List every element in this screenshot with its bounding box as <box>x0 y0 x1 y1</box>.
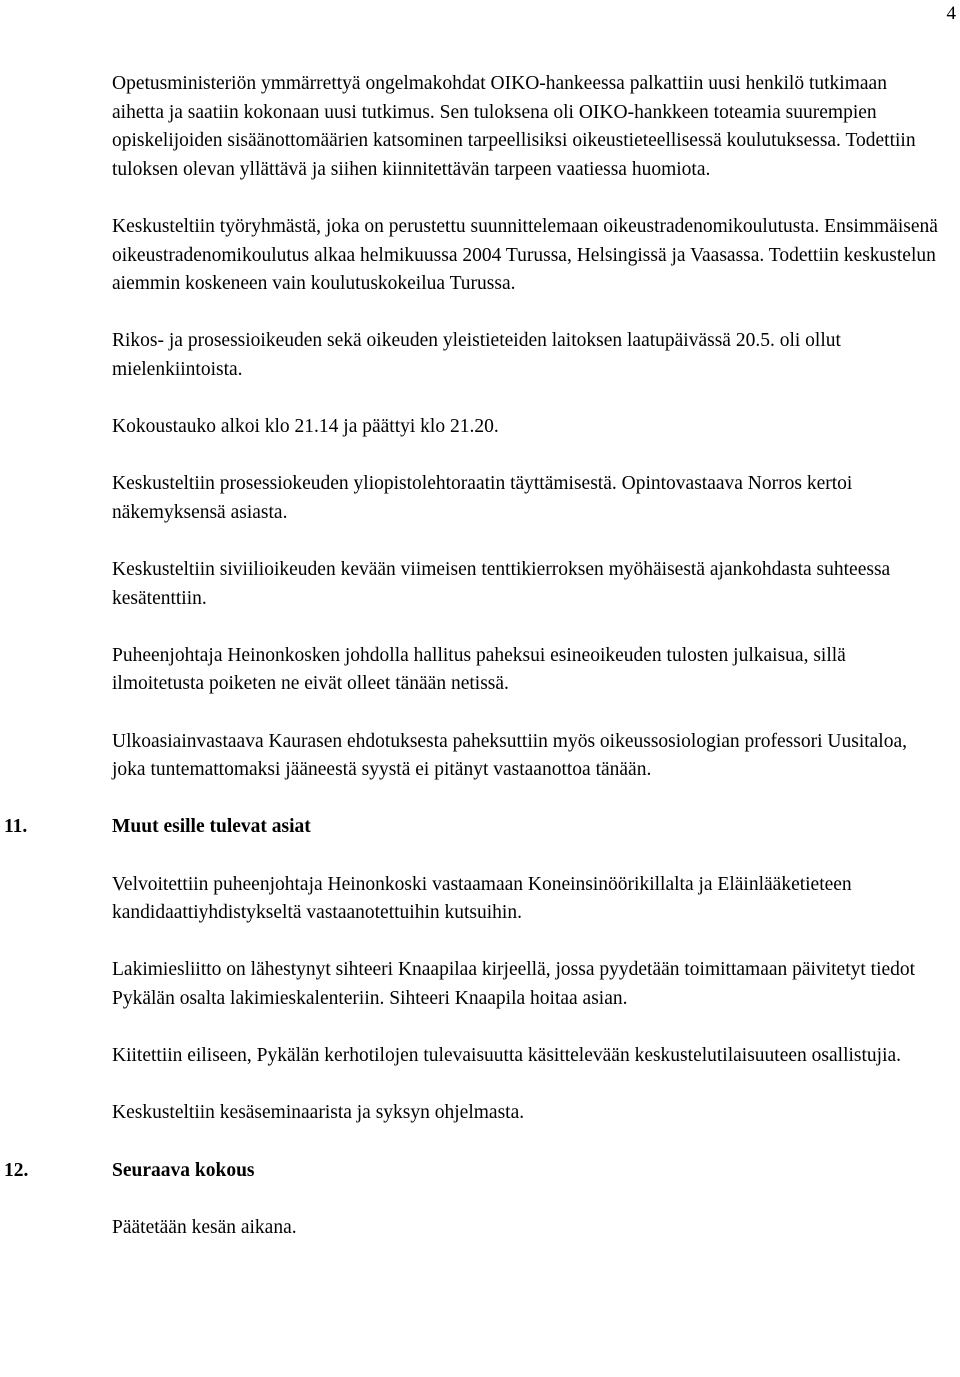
paragraph: Keskusteltiin työryhmästä, joka on perustettu suunnittelemaan oikeustradenomikoulutusta. Ensimmäisenä oikeustradenomikoulutus alkaa helmikuussa 2004 Turussa, Helsingissä ja Vaasassa. Todettiin keskustelun aiemmin koskeneen vain koulutuskokeilua Turussa. <box>112 215 938 295</box>
paragraph: Puheenjohtaja Heinonkosken johdolla hallitus paheksui esineoikeuden tulosten julkaisua, sillä ilmoitetusta poiketen ne eivät olleet tänään netissä. <box>112 644 846 695</box>
section-title: Seuraava kokous <box>112 1159 255 1181</box>
section-heading-12 <box>4 1157 942 1186</box>
section-title: Muut esille tulevat asiat <box>112 816 311 838</box>
paragraph: Keskusteltiin siviilioikeuden kevään viimeisen tenttikierroksen myöhäisestä ajankohdasta suhteessa kesätenttiin. <box>112 559 891 609</box>
paragraph: Päätetään kesän aikana. <box>112 1216 297 1238</box>
section-heading-11 <box>4 813 942 842</box>
paragraph: Velvoitettiin puheenjohtaja Heinonkoski vastaamaan Koneinsinöörikillalta ja Eläinlääketieteen kandidaattiyhdistykseltä vastaanotettuihin kutsuihin. <box>112 873 852 924</box>
paragraph: Opetusministeriön ymmärrettyä ongelmakohdat OIKO-hankeessa palkattiin uusi henkilö tutkimaan aihetta ja saatiin kokonaan uusi tutkimus. Sen tuloksena oli OIKO-hankkeen toteamia suurempien opiskelijoiden sisäänottomäärien katsominen tarpeellisiksi oikeustieteellisessä koulutuksessa. Todettiin tuloksen olevan yllättävä ja siihen kiinnitettävän tarpeen vaatiessa huomiota. <box>112 73 916 180</box>
paragraph: Lakimiesliitto on lähestynyt sihteeri Knaapilaa kirjeellä, jossa pyydetään toimittamaan päivitetyt tiedot Pykälän osalta lakimieskalenteriin. Sihteeri Knaapila hoitaa asian. <box>112 959 916 1009</box>
paragraph: Kiitettiin eiliseen, Pykälän kerhotilojen tulevaisuutta käsittelevään keskustelutilaisuuteen osallistujia. <box>112 1045 902 1067</box>
paragraph: Ulkoasiainvastaava Kaurasen ehdotuksesta paheksuttiin myös oikeussosiologian professori Uusitaloa, joka tuntemattomaksi jääneestä syystä ei pitänyt vastaanottoa tänään. <box>112 730 908 781</box>
paragraph: Kokoustauko alkoi klo 21.14 ja päättyi klo 21.20. <box>112 416 499 438</box>
paragraph: Keskusteltiin prosessiokeuden yliopistolehtoraatin täyttämisestä. Opintovastaava Norros kertoi näkemyksensä asiasta. <box>112 473 853 523</box>
section-number: 11. <box>4 816 28 838</box>
paragraph: Keskusteltiin kesäseminaarista ja syksyn ohjelmasta. <box>112 1102 525 1124</box>
document-body <box>4 70 942 1271</box>
paragraph: Rikos- ja prosessioikeuden sekä oikeuden yleistieteiden laitoksen laatupäivässä 20.5. oli ollut mielenkiintoista. <box>112 330 841 380</box>
page-number: 4 <box>946 3 956 24</box>
section-number: 12. <box>4 1159 29 1181</box>
